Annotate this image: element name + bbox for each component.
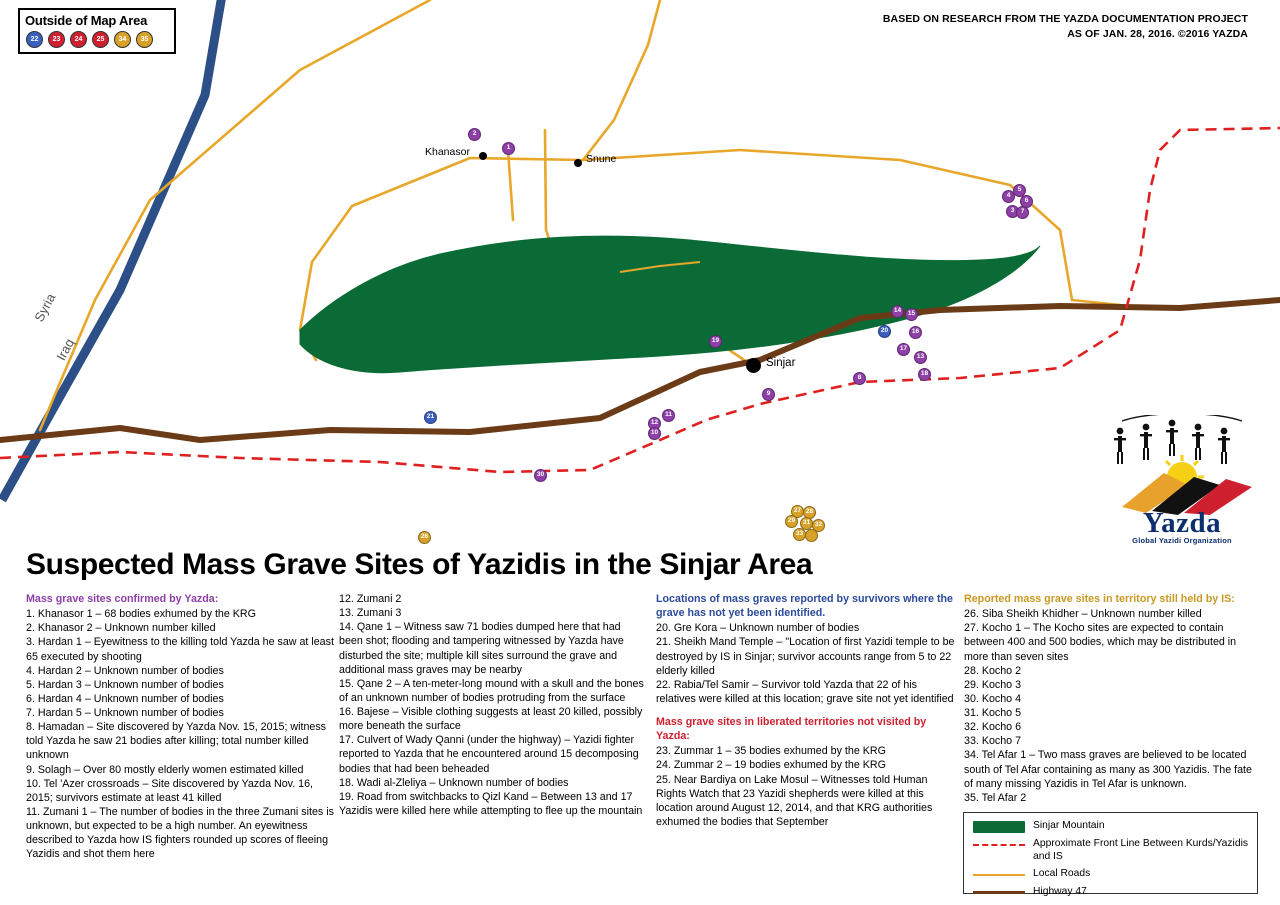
entry-10: 10. Tel 'Azer crossroads – Site discovered by Yazda Nov. 16, 2015; survivors estimate at least 41 killed [26,777,313,804]
map-marker-12[interactable]: 12 [648,417,661,430]
country-label-syria: Syria [31,290,59,325]
entry-32: 32. Kocho 6 [964,721,1022,734]
map-marker-30[interactable]: 30 [534,469,547,482]
sinjar-mountain-shape [300,236,1040,373]
map-marker-15[interactable]: 15 [905,308,918,321]
city-label-khanasor: Khanasor [425,146,470,158]
yazda-logo [1102,415,1262,545]
map-marker-33[interactable]: 33 [793,528,806,541]
entry-26: 26. Siba Sheikh Khidher – Unknown number killed [964,608,1202,621]
page-title: Suspected Mass Grave Sites of Yazidis in the Sinjar Area [26,548,813,581]
map-marker-6[interactable]: 6 [1020,195,1033,208]
map-marker-33b[interactable] [805,529,818,542]
map-marker-4[interactable]: 4 [1002,190,1015,203]
column-1-heading: Mass grave sites confirmed by Yazda: [26,593,219,605]
city-label-snune: Snune [586,153,617,165]
column-reported-unidentified [656,592,956,829]
research-credit [883,12,1248,42]
legend-label-highway: Highway 47 [1033,885,1087,897]
entry-5: 5. Hardan 3 – Unknown number of bodies [26,678,224,691]
legend-label-frontline: Approximate Front Line Between Kurds/Yazidis and IS [1033,838,1249,862]
column-3-heading-2: Mass grave sites in liberated territories not visited by Yazda: [656,716,927,743]
legend-item-mountain [973,820,1248,834]
map-marker-27[interactable]: 27 [791,505,804,518]
map-marker-28[interactable]: 28 [803,506,816,519]
city-label-sinjar: Sinjar [766,357,796,369]
map-marker-5[interactable]: 5 [1013,184,1026,197]
entry-14: 14. Qane 1 – Witness saw 71 bodies dumped here that had been shot; flooding and tampering witnessed by Yazda have disturbed the site; multiple kill sites surround the grave and additional mass graves may be nearby [339,621,624,676]
entry-3: 3. Hardan 1 – Eyewitness to the killing told Yazda he saw at least 65 executed by shooting [26,636,334,663]
entry-2: 2. Khanasor 2 – Unknown number killed [26,622,216,635]
legend-swatch-frontline [973,838,1025,852]
column-confirmed-sites [26,592,336,861]
entry-22: 22. Rabia/Tel Samir – Survivor told Yazda that 22 of his relatives were killed at this location; grave site not yet identified [656,678,954,705]
map-marker-21[interactable]: 21 [424,411,437,424]
site-dot-25: 25 [92,31,109,48]
outside-map-area-dots [26,31,174,48]
column-3-spacer [656,706,956,715]
map-marker-18[interactable]: 18 [918,368,931,381]
legend-swatch-local-roads [973,868,1025,882]
site-dot-34: 34 [114,31,131,48]
legend-label-local-roads: Local Roads [1033,867,1091,879]
entry-7: 7. Hardan 5 – Unknown number of bodies [26,707,224,719]
map-marker-9[interactable]: 9 [762,388,775,401]
legend-label-mountain: Sinjar Mountain [1033,820,1105,831]
entry-1: 1. Khanasor 1 – 68 bodies exhumed by the KRG [26,608,256,621]
country-label-iraq: Iraq [53,336,78,363]
entry-33: 33. Kocho 7 [964,735,1022,748]
map-marker-10[interactable]: 10 [648,427,661,440]
map-marker-31[interactable]: 31 [800,517,813,530]
map-marker-1[interactable]: 1 [502,142,515,155]
entry-21: 21. Sheikh Mand Temple – "Location of first Yazidi temple to be destroyed by IS in Sinjar; survivor accounts range from 5 to 22 elderly killed [656,636,955,677]
outside-map-area-box [18,8,176,54]
entry-29: 29. Kocho 3 [964,678,1022,691]
entry-9: 9. Solagh – Over 80 mostly elderly women estimated killed [26,763,304,776]
entry-13: 13. Zumani 3 [339,607,402,620]
column-is-held-territory [964,592,1258,805]
city-dot-snune [574,159,582,167]
entry-4: 4. Hardan 2 – Unknown number of bodies [26,664,224,677]
map-marker-13[interactable]: 13 [914,351,927,364]
entry-28: 28. Kocho 2 [964,664,1022,677]
entry-34: 34. Tel Afar 1 – Two mass graves are believed to be located south of Tel Afar containing as many as 300 Yazidis. The fate of many missing Yazidis in Tel Afar is unknown. [964,749,1252,790]
site-dot-22: 22 [26,31,43,48]
city-dot-khanasor [479,152,487,160]
credit-line-1: BASED ON RESEARCH FROM THE YAZDA DOCUMENTATION PROJECT [882,13,1248,25]
entry-31: 31. Kocho 5 [964,707,1022,719]
entry-17: 17. Culvert of Wady Qanni (under the highway) – Yazidi fighter reported to Yazda that he encountered around 15 decomposing bodies that had been beheaded [339,734,639,775]
map-marker-26[interactable]: 26 [418,531,431,544]
yazda-logo-wordmark: Yazda [1142,507,1222,539]
legend-item-local-roads [973,868,1248,882]
entry-8: 8. Hamadan – Site discovered by Yazda Nov. 15, 2015; witness told Yazda he saw 21 bodies after killing; total number killed unknown [26,721,327,762]
map-marker-19[interactable]: 19 [709,335,722,348]
entry-25: 25. Near Bardiya on Lake Mosul – Witnesses told Human Rights Watch that 23 Yazidi shepherds were killed at this location around August 12, 2014, and that KRG authorities exhumed the bodies that September [656,773,933,828]
entry-19: 19. Road from switchbacks to Qizl Kand – Between 13 and 17 Yazidis were killed here while attempting to flee up the mountain [339,790,643,817]
legend-item-frontline [973,838,1248,864]
border-syria-iraq [2,0,222,500]
map-marker-20[interactable]: 20 [878,325,891,338]
map-marker-16[interactable]: 16 [909,326,922,339]
entry-35: 35. Tel Afar 2 [964,791,1027,804]
entry-27: 27. Kocho 1 – The Kocho sites are expected to contain between 400 and 500 bodies, which may be distributed in more than seven sites [964,622,1237,663]
map-marker-17[interactable]: 17 [897,343,910,356]
site-dot-23: 23 [48,31,65,48]
map-marker-2[interactable]: 2 [468,128,481,141]
column-3-heading-1: Locations of mass graves reported by survivors where the grave has not yet been identified. [656,593,953,620]
entry-24: 24. Zummar 2 – 19 bodies exhumed by the KRG [656,759,886,772]
yazda-logo-subtitle: Global Yazidi Organization [1132,536,1232,545]
outside-map-area-title: Outside of Map Area [25,13,148,28]
map-marker-11[interactable]: 11 [662,409,675,422]
legend-item-highway [973,886,1248,900]
map-marker-14[interactable]: 14 [891,305,904,318]
entry-23: 23. Zummar 1 – 35 bodies exhumed by the KRG [656,745,886,758]
map-marker-8[interactable]: 8 [853,372,866,385]
entry-20: 20. Gre Kora – Unknown number of bodies [656,622,860,635]
entry-11: 11. Zumani 1 – The number of bodies in the three Zumani sites is unknown, but expected to be a high number. An eyewitness described to Yazda how IS fighters rounded up scores of fleeing Yazidis and shot them here [26,805,334,861]
entry-18: 18. Wadi al-Zleliya – Unknown number of bodies [339,776,569,789]
entry-16: 16. Bajese – Visible clothing suggests at least 20 killed, possibly more beneath the surface [339,706,643,733]
map-legend [963,812,1258,897]
map-marker-32[interactable]: 32 [812,519,825,532]
entry-30: 30. Kocho 4 [964,692,1022,705]
local-roads [40,0,1120,430]
entry-6: 6. Hardan 4 – Unknown number of bodies [26,692,224,705]
legend-swatch-highway [973,886,1025,900]
map-marker-3[interactable]: 3 [1006,205,1019,218]
map-marker-7[interactable]: 7 [1016,206,1029,219]
entry-12: 12. Zumani 2 [339,593,402,605]
credit-line-2: AS OF JAN. 28, 2016. ©2016 YAZDA [1067,28,1248,41]
site-dot-35: 35 [136,31,153,48]
map-marker-29[interactable]: 29 [785,515,798,528]
entry-15: 15. Qane 2 – A ten-meter-long mound with a skull and the bones of an unknown number of bodies protruding from the surface [339,677,644,704]
site-dot-24: 24 [70,31,87,48]
column-4-heading: Reported mass grave sites in territory still held by IS: [964,593,1235,605]
legend-swatch-mountain [973,820,1025,834]
column-confirmed-sites-cont [339,592,644,818]
city-dot-sinjar [746,358,761,373]
